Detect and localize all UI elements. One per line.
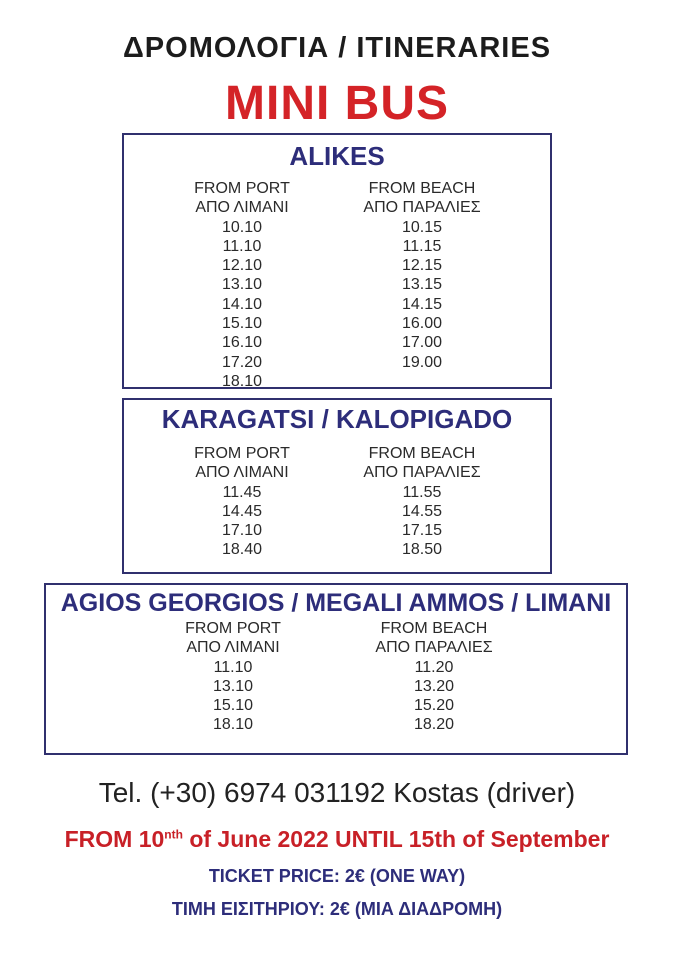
from-beach-column — [364, 619, 504, 735]
time-entry: 13.10 — [221, 276, 263, 294]
time-entry: 14.45 — [221, 502, 263, 520]
time-entry: 18.40 — [221, 541, 263, 559]
time-entry: 19.00 — [401, 353, 443, 371]
time-entry: 18.20 — [413, 716, 455, 734]
from-port-column — [192, 179, 292, 391]
time-entry: 11.45 — [222, 483, 262, 501]
time-entry: 15.10 — [221, 315, 263, 333]
time-entry: 11.15 — [402, 237, 442, 255]
route-name: ALIKES — [289, 141, 385, 171]
from-beach-label: FROM BEACH — [368, 445, 476, 462]
time-entry: 11.55 — [402, 483, 442, 501]
time-entry: 11.10 — [213, 658, 253, 676]
from-port-label: FROM PORT — [185, 620, 281, 637]
route-box-agios-georgios — [44, 583, 628, 755]
time-entry: 18.50 — [401, 541, 443, 559]
from-beach-column — [352, 179, 492, 372]
time-entry: 10.15 — [401, 218, 443, 236]
time-entry: 10.10 — [221, 218, 263, 236]
from-port-column — [168, 619, 298, 735]
time-entry: 11.20 — [414, 658, 454, 676]
time-entry: 18.10 — [221, 372, 263, 390]
from-beach-label-gr: ΑΠΟ ΠΑΡΑΛΙΕΣ — [363, 199, 481, 217]
ticket-price-greek: ΤΙΜΗ ΕΙΣΙΤΗΡΙΟΥ: 2€ (ΜΙΑ ΔΙΑΔΡΟΜΗ) — [171, 899, 503, 919]
from-port-label: FROM PORT — [194, 180, 290, 197]
route-box-karagatsi — [122, 398, 552, 574]
time-entry: 18.10 — [212, 716, 254, 734]
from-port-label-gr: ΑΠΟ ΛΙΜΑΝΙ — [195, 464, 289, 482]
route-name: KARAGATSI / KALOPIGADO — [161, 404, 513, 434]
route-name: AGIOS GEORGIOS / MEGALI AMMOS / LIMANI — [60, 589, 612, 617]
ticket-price: TICKET PRICE: 2€ (ONE WAY) — [208, 866, 466, 886]
time-entry: 17.15 — [401, 522, 443, 540]
time-entry: 16.10 — [221, 334, 263, 352]
service-dates — [0, 826, 674, 853]
time-entry: 11.10 — [222, 237, 262, 255]
from-beach-label-gr: ΑΠΟ ΠΑΡΑΛΙΕΣ — [363, 464, 481, 482]
from-beach-column — [352, 444, 492, 560]
time-entry: 13.10 — [212, 677, 254, 695]
from-beach-label-gr: ΑΠΟ ΠΑΡΑΛΙΕΣ — [375, 639, 493, 657]
time-entry: 17.20 — [221, 353, 263, 371]
time-entry: 14.10 — [221, 295, 263, 313]
route-box-alikes — [122, 133, 552, 389]
time-entry: 17.00 — [401, 334, 443, 352]
from-beach-label: FROM BEACH — [380, 620, 488, 637]
page-title: ΔΡΟΜΟΛΟΓΙΑ / ITINERARIES — [122, 32, 552, 64]
page-subtitle: MINI BUS — [225, 77, 449, 130]
time-entry: 12.10 — [221, 257, 263, 275]
dates-prefix: FROM 10 — [64, 826, 165, 852]
time-entry: 16.00 — [401, 315, 443, 333]
time-entry: 15.10 — [212, 697, 254, 715]
time-entry: 12.15 — [401, 257, 443, 275]
time-entry: 17.10 — [221, 522, 263, 540]
time-entry: 15.20 — [413, 697, 455, 715]
dates-suffix: of June 2022 UNTIL 15th of September — [182, 826, 610, 852]
from-port-label-gr: ΑΠΟ ΛΙΜΑΝΙ — [186, 639, 280, 657]
contact-phone: Tel. (+30) 6974 031192 Kostas (driver) — [98, 777, 576, 808]
from-port-label-gr: ΑΠΟ ΛΙΜΑΝΙ — [195, 199, 289, 217]
from-beach-label: FROM BEACH — [368, 180, 476, 197]
from-port-label: FROM PORT — [194, 445, 290, 462]
time-entry: 14.15 — [401, 295, 443, 313]
time-entry: 13.15 — [401, 276, 443, 294]
time-entry: 13.20 — [413, 677, 455, 695]
from-port-column — [182, 444, 302, 560]
time-entry: 14.55 — [401, 502, 443, 520]
dates-superscript: nth — [164, 827, 183, 842]
